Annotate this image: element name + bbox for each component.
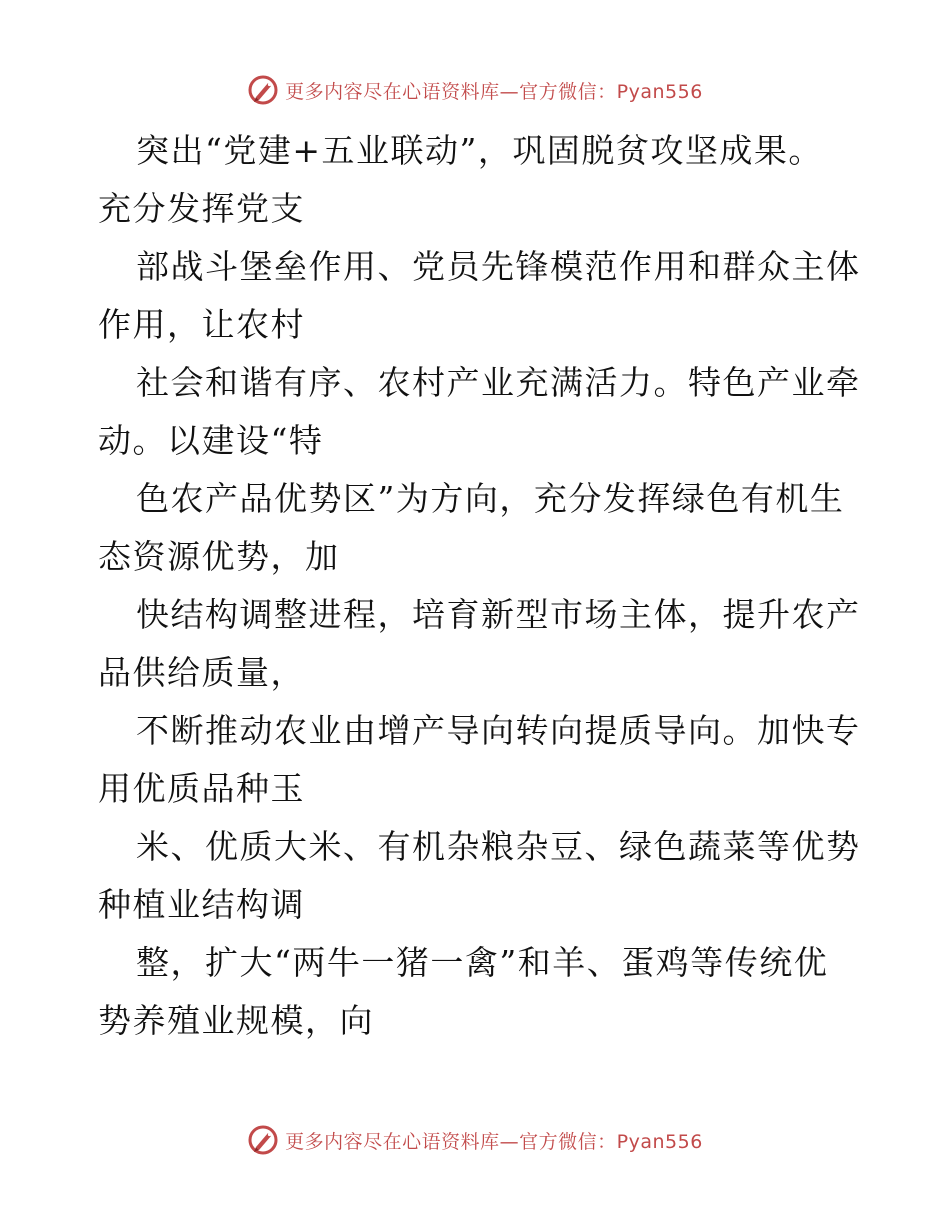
text-line: 势养殖业规模，向 <box>98 1001 374 1040</box>
watermark-content <box>247 1124 703 1156</box>
watermark-contact: Pyan556 <box>616 1130 703 1153</box>
watermark-text <box>285 77 703 104</box>
text-line: 整，扩大“两牛一猪一禽”和羊、蛋鸡等传统优 <box>136 943 829 982</box>
watermark-content <box>247 74 703 106</box>
text-line: 用优质品种玉 <box>98 769 305 808</box>
text-line: 作用，让农村 <box>98 305 305 344</box>
watermark-label: 更多内容尽在心语资料库—官方微信： <box>285 1130 617 1153</box>
text-line: 部战斗堡垒作用、党员先锋模范作用和群众主体 <box>136 247 861 286</box>
text-line: 充分发挥党支 <box>98 189 305 228</box>
header-watermark <box>0 72 950 108</box>
pen-logo-icon <box>247 74 279 106</box>
text-line: 品供给质量， <box>98 653 305 692</box>
text-line: 突出“党建+五业联动”，巩固脱贫攻坚成果。 <box>136 131 823 170</box>
document-body <box>98 122 861 1050</box>
text-line: 米、优质大米、有机杂粮杂豆、绿色蔬菜等优势 <box>136 827 861 866</box>
text-line: 社会和谐有序、农村产业充满活力。特色产业牵 <box>136 363 861 402</box>
watermark-contact: Pyan556 <box>616 80 703 103</box>
footer-watermark <box>0 1122 950 1158</box>
text-line: 种植业结构调 <box>98 885 305 924</box>
pen-logo-icon <box>247 1124 279 1156</box>
watermark-label: 更多内容尽在心语资料库—官方微信： <box>285 80 617 103</box>
text-line: 态资源优势，加 <box>98 537 340 576</box>
watermark-text <box>285 1127 703 1154</box>
text-line: 快结构调整进程，培育新型市场主体，提升农产 <box>136 595 861 634</box>
text-line: 不断推动农业由增产导向转向提质导向。加快专 <box>136 711 861 750</box>
text-line: 色农产品优势区”为方向，充分发挥绿色有机生 <box>136 479 845 518</box>
text-line: 动。以建设“特 <box>98 421 324 460</box>
